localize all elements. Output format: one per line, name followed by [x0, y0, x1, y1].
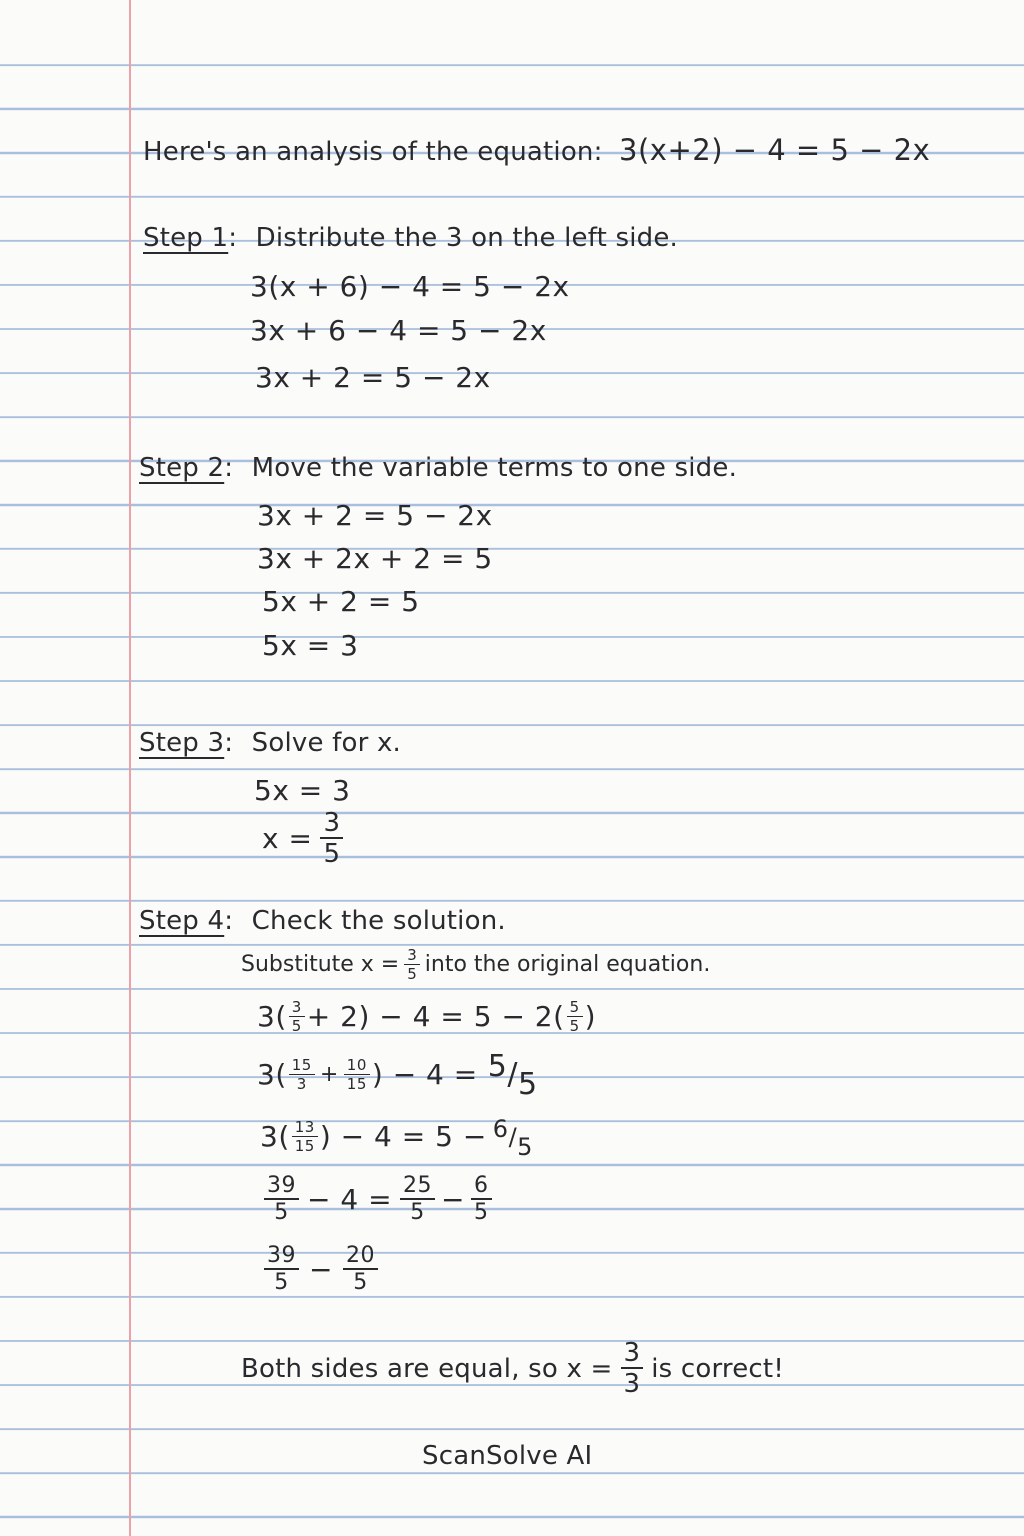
- check-line-4-fraction-1: [264, 1175, 299, 1224]
- substitute-fraction: [404, 948, 420, 982]
- fraction-numerator: 6: [492, 1115, 509, 1143]
- fraction-denominator: 5: [323, 839, 341, 869]
- fraction-numerator: 13: [292, 1120, 318, 1137]
- check-line-4-fraction-3: [471, 1175, 492, 1224]
- check-line-2-part-b: ) − 4 =: [371, 1058, 478, 1091]
- conclusion-fraction: [621, 1340, 644, 1397]
- step-2-line-4: 5x = 3: [262, 629, 359, 662]
- fraction-denominator: 5: [569, 1017, 580, 1035]
- step-3-title: Solve for x.: [251, 728, 402, 758]
- fraction-denominator: 5: [274, 1200, 289, 1225]
- check-line-5-minus: −: [309, 1252, 333, 1286]
- substitute-after: into the original equation.: [424, 952, 711, 977]
- check-line-2: [257, 1049, 538, 1102]
- fraction-denominator: 5: [353, 1270, 368, 1295]
- fraction-numerator: 6: [471, 1175, 492, 1200]
- margin-line: [129, 0, 131, 1536]
- fraction-denominator: 3: [623, 1369, 641, 1399]
- fraction-denominator: 5: [517, 1133, 533, 1161]
- step-2-label: Step 2: [139, 453, 225, 483]
- step-2-title: Move the variable terms to one side.: [251, 453, 738, 483]
- check-line-5: [262, 1245, 380, 1294]
- step-2-line-2: 3x + 2x + 2 = 5: [257, 542, 493, 575]
- fraction-numerator: 3: [289, 1000, 305, 1017]
- fraction-numerator: 20: [343, 1245, 378, 1270]
- conclusion-before: Both sides are equal, so x =: [241, 1353, 613, 1384]
- fraction-numerator: 39: [264, 1245, 299, 1270]
- fraction-denominator: 5: [474, 1200, 489, 1225]
- check-line-5-fraction-1: [264, 1245, 299, 1294]
- step-2-line-3: 5x + 2 = 5: [262, 585, 420, 618]
- check-line-2-fraction-1: [289, 1058, 315, 1092]
- check-line-2-slash-fraction: 5/5: [487, 1049, 538, 1102]
- fraction-numerator: 3: [404, 948, 420, 965]
- intro-equation: 3(x+2) − 4 = 5 − 2x: [619, 133, 931, 167]
- check-line-1-fraction-2: [567, 1000, 583, 1034]
- fraction-numerator: 10: [344, 1058, 370, 1075]
- step-3-heading: Step 3: Solve for x.: [139, 728, 402, 758]
- conclusion-after: is correct!: [651, 1353, 784, 1384]
- fraction-denominator: 5: [274, 1270, 289, 1295]
- step-1-title: Distribute the 3 on the left side.: [255, 223, 679, 253]
- step-1-line-2: 3x + 6 − 4 = 5 − 2x: [250, 314, 547, 347]
- fraction-numerator: 3: [621, 1340, 644, 1369]
- step-2-line-1: 3x + 2 = 5 − 2x: [257, 499, 493, 532]
- check-line-3-slash-fraction: 6/5: [492, 1115, 533, 1161]
- check-line-5-fraction-2: [343, 1245, 378, 1294]
- fraction-numerator: 5: [567, 1000, 583, 1017]
- check-line-4-fraction-2: [400, 1175, 435, 1224]
- check-line-1-fraction-1: [289, 1000, 305, 1034]
- fraction-numerator: 39: [264, 1175, 299, 1200]
- step-3-label: Step 3: [139, 728, 225, 758]
- step-1-label: Step 1: [143, 223, 229, 253]
- fraction-numerator: 25: [400, 1175, 435, 1200]
- step-3-fraction: [320, 810, 343, 867]
- check-line-3-part-a: 3(: [260, 1120, 290, 1153]
- check-line-2-fraction-2: [344, 1058, 370, 1092]
- check-line-3: [260, 1115, 533, 1161]
- check-line-4-minus: −: [441, 1182, 466, 1216]
- fraction-denominator: 15: [346, 1075, 367, 1093]
- step-3-x-prefix: x =: [262, 821, 313, 855]
- check-line-3-part-b: ) − 4 = 5 −: [319, 1120, 487, 1153]
- step-4-title: Check the solution.: [251, 906, 506, 936]
- signature: ScanSolve AI: [422, 1441, 593, 1471]
- step-3-line-2: [262, 810, 345, 867]
- check-line-4: [262, 1175, 494, 1224]
- check-line-3-fraction: [292, 1120, 318, 1154]
- step-2-heading: Step 2: Move the variable terms to one side.: [139, 453, 738, 483]
- substitute-line: [241, 948, 710, 982]
- check-line-2-plus: +: [319, 1062, 339, 1087]
- check-line-1: [257, 1000, 596, 1034]
- step-1-line-3: 3x + 2 = 5 − 2x: [255, 361, 491, 394]
- step-3-line-1: 5x = 3: [254, 774, 351, 807]
- fraction-numerator: 15: [289, 1058, 315, 1075]
- substitute-before: Substitute x =: [241, 952, 400, 977]
- fraction-numerator: 5: [487, 1049, 508, 1084]
- fraction-denominator: 5: [407, 965, 417, 983]
- step-4-label: Step 4: [139, 906, 225, 936]
- intro-line: [143, 133, 931, 167]
- check-line-2-part-a: 3(: [257, 1058, 287, 1091]
- step-4-heading: Step 4: Check the solution.: [139, 906, 506, 936]
- intro-text: Here's an analysis of the equation:: [143, 137, 603, 167]
- fraction-denominator: 15: [294, 1137, 315, 1155]
- fraction-denominator: 5: [410, 1200, 425, 1225]
- step-1-line-1: 3(x + 6) − 4 = 5 − 2x: [250, 270, 570, 303]
- fraction-numerator: 3: [320, 810, 343, 839]
- fraction-denominator: 5: [291, 1017, 302, 1035]
- check-line-1-part-b: + 2) − 4 = 5 − 2(: [306, 1000, 565, 1033]
- fraction-denominator: 5: [517, 1067, 538, 1102]
- conclusion-line: [241, 1340, 784, 1397]
- check-line-4-part-b: − 4 =: [307, 1182, 393, 1216]
- check-line-1-part-a: 3(: [257, 1000, 287, 1033]
- fraction-denominator: 3: [296, 1075, 307, 1093]
- check-line-1-part-c: ): [584, 1000, 597, 1033]
- step-1-heading: Step 1: Distribute the 3 on the left side.: [143, 223, 679, 253]
